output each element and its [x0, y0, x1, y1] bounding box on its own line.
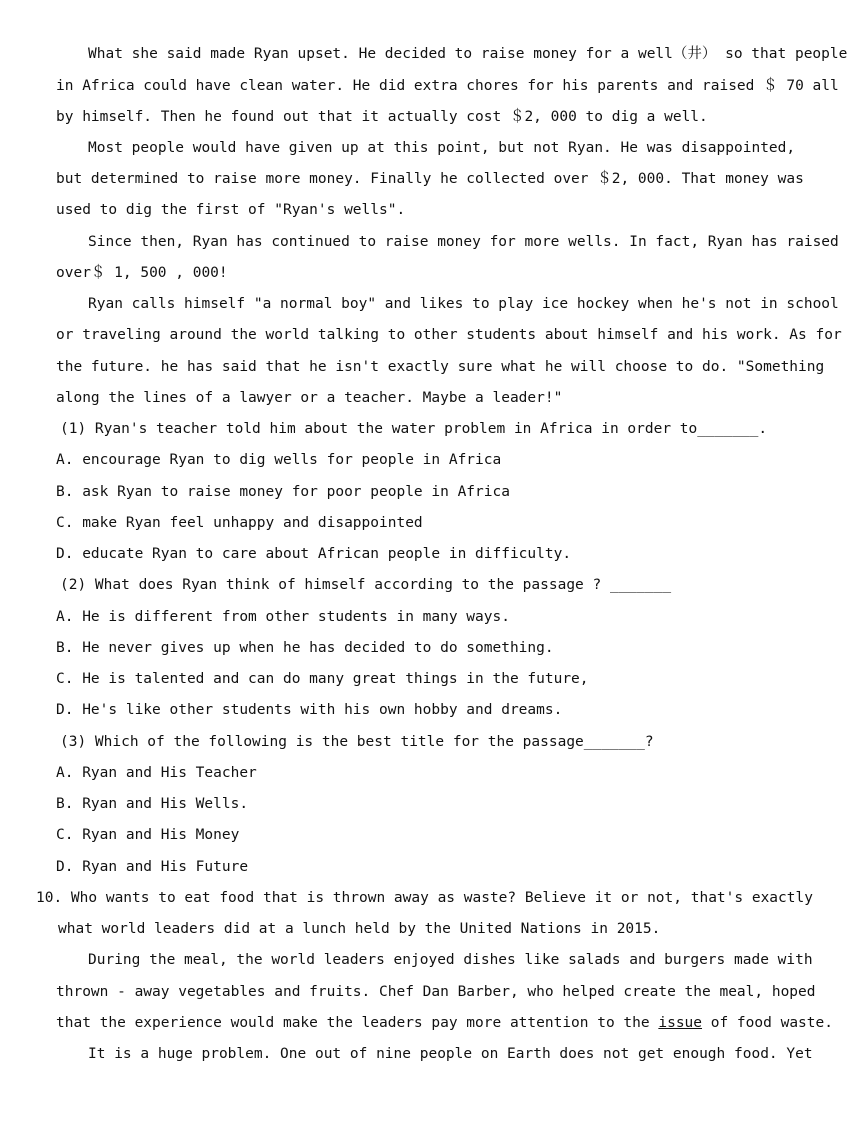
- paragraph-line: used to dig the first of "Ryan's wells".: [56, 202, 406, 218]
- answer-option: A. encourage Ryan to dig wells for people in Africa: [56, 452, 502, 468]
- answer-option: B. ask Ryan to raise money for poor people in Africa: [56, 484, 510, 500]
- answer-option: B. He never gives up when he has decided to do something.: [56, 640, 554, 656]
- answer-option: C. Ryan and His Money: [56, 827, 240, 843]
- answer-option: A. He is different from other students in many ways.: [56, 609, 510, 625]
- answer-option: C. He is talented and can do many great things in the future,: [56, 671, 589, 687]
- answer-option: A. Ryan and His Teacher: [56, 765, 257, 781]
- paragraph-line: thrown - away vegetables and fruits. Chef Dan Barber, who helped create the meal, hoped: [56, 984, 816, 1000]
- paragraph-line: Most people would have given up at this point, but not Ryan. He was disappointed,: [88, 140, 796, 156]
- paragraph-line: what world leaders did at a lunch held by the United Nations in 2015.: [58, 921, 661, 937]
- paragraph-line: over＄ 1, 500 , 000!: [56, 265, 228, 281]
- paragraph-line: What she said made Ryan upset. He decided to raise money for a well（井） so that people: [88, 46, 847, 62]
- question-stem: (2) What does Ryan think of himself according to the passage ? _______: [60, 577, 672, 593]
- paragraph-line: but determined to raise more money. Finally he collected over ＄2, 000. That money was: [56, 171, 804, 187]
- answer-option: D. educate Ryan to care about African people in difficulty.: [56, 546, 572, 562]
- text-segment: of food waste.: [702, 1015, 833, 1031]
- question-stem: (3) Which of the following is the best title for the passage_______?: [60, 734, 654, 750]
- answer-option: D. He's like other students with his own hobby and dreams.: [56, 702, 563, 718]
- answer-option: D. Ryan and His Future: [56, 859, 249, 875]
- paragraph-line: or traveling around the world talking to other students about himself and his work. As for: [56, 327, 842, 343]
- paragraph-line: [56, 1013, 833, 1033]
- paragraph-line: Ryan calls himself "a normal boy" and likes to play ice hockey when he's not in school: [88, 296, 839, 312]
- question-stem: (1) Ryan's teacher told him about the water problem in Africa in order to_______.: [60, 421, 768, 437]
- underlined-word: issue: [658, 1015, 703, 1031]
- paragraph-line: During the meal, the world leaders enjoyed dishes like salads and burgers made with: [88, 952, 813, 968]
- paragraph-line: by himself. Then he found out that it actually cost ＄2, 000 to dig a well.: [56, 109, 708, 125]
- question-number-line: 10. Who wants to eat food that is thrown away as waste? Believe it or not, that's exactly: [36, 890, 813, 906]
- answer-option: C. make Ryan feel unhappy and disappointed: [56, 515, 423, 531]
- paragraph-line: along the lines of a lawyer or a teacher. Maybe a leader!": [56, 390, 563, 406]
- paragraph-line: It is a huge problem. One out of nine people on Earth does not get enough food. Yet: [88, 1046, 813, 1062]
- paragraph-line: in Africa could have clean water. He did extra chores for his parents and raised ＄ 70 all: [56, 78, 839, 94]
- answer-option: B. Ryan and His Wells.: [56, 796, 249, 812]
- text-segment: that the experience would make the leaders pay more attention to the: [56, 1015, 659, 1031]
- paragraph-line: Since then, Ryan has continued to raise money for more wells. In fact, Ryan has raised: [88, 234, 839, 250]
- paragraph-line: the future. he has said that he isn't exactly sure what he will choose to do. "Something: [56, 359, 825, 375]
